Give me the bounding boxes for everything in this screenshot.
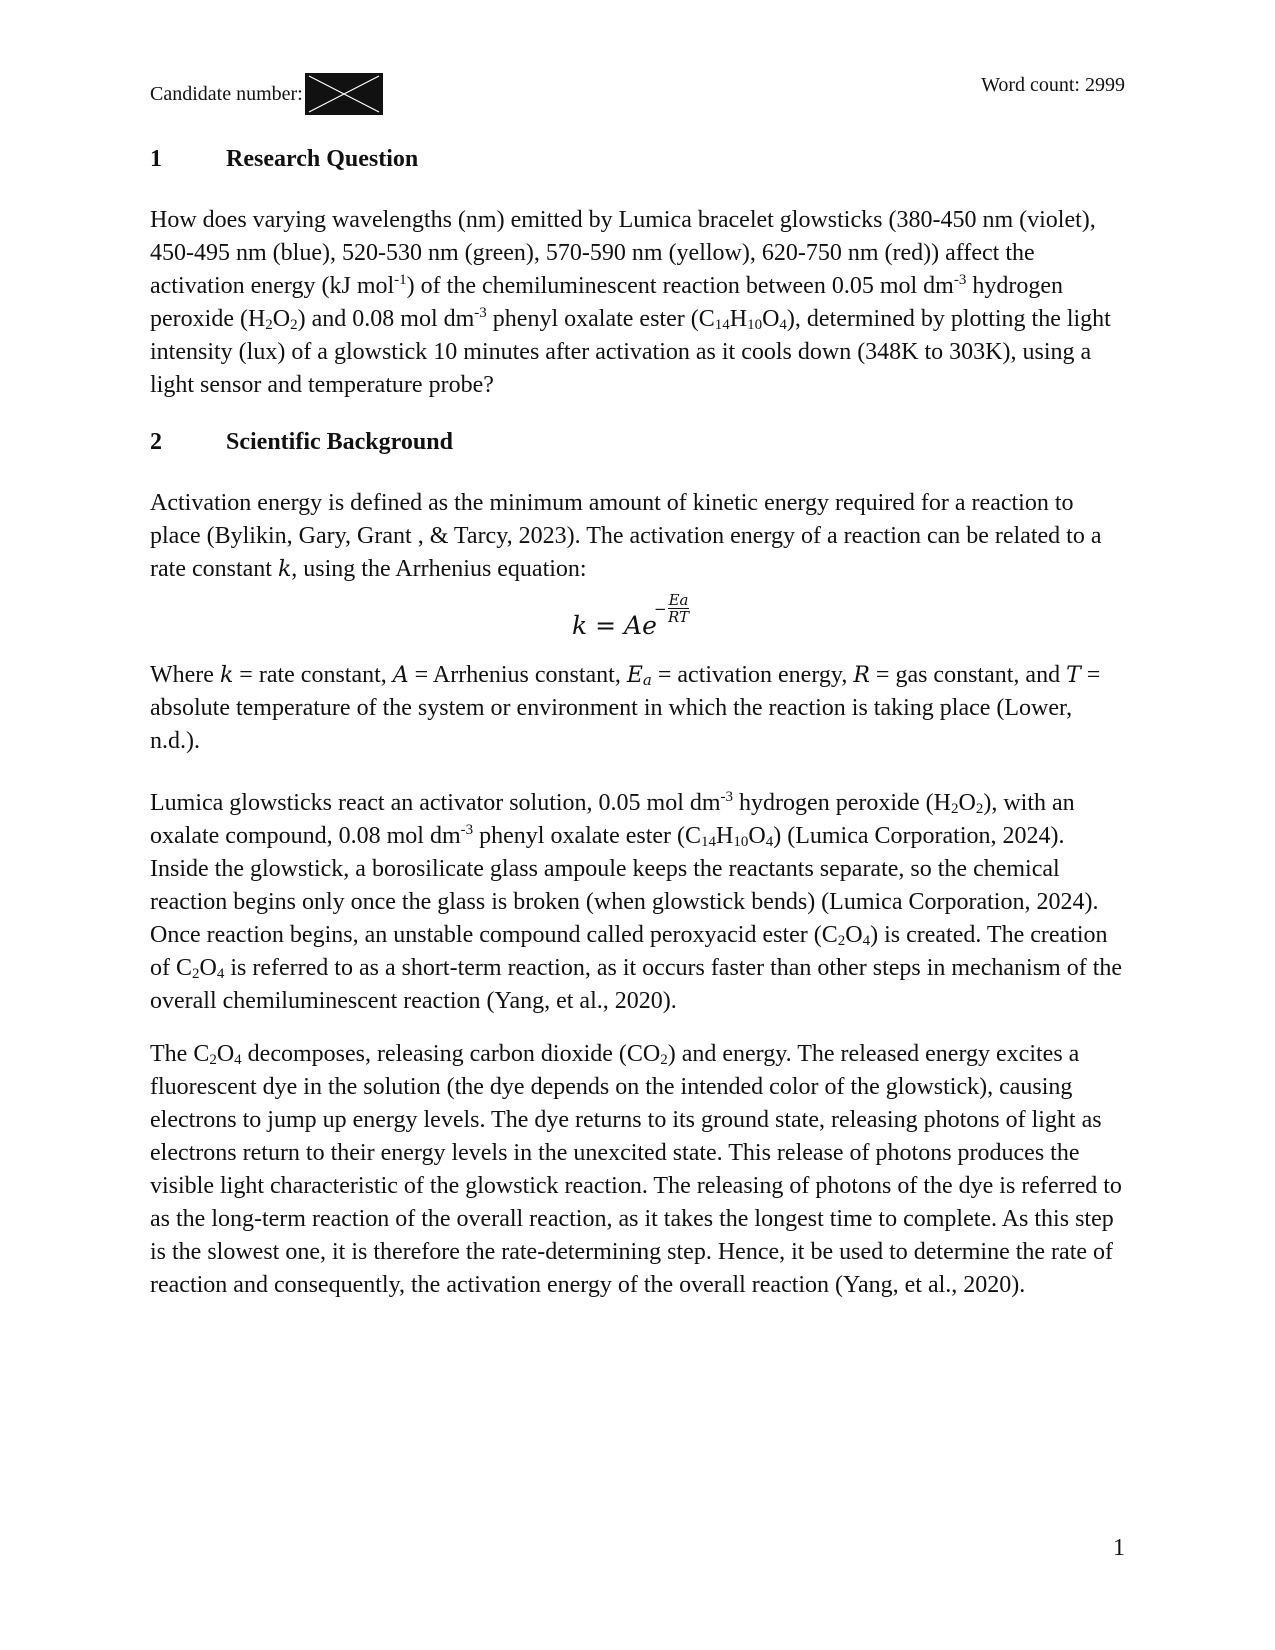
equation-exponent: − $\frac{Ea}{RT}$ — [654, 591, 690, 626]
candidate-label-text: Candidate number: — [150, 83, 303, 105]
arrhenius-equation: k = Ae − $\frac{Ea}{RT}$ — [572, 591, 690, 640]
redaction-box-icon — [305, 73, 383, 115]
research-question-paragraph: How does varying wavelengths (nm) emitted by Lumica bracelet glowsticks (380-450 nm (violet), 450-495 nm (blue), 520-530 nm (green), 570-590 nm (yellow), 620-750 nm (red)) affect the activation energy (kJ mol$^{-1}$) of the chemiluminescent reaction between 0.05 mol $dm^{-3}$ hydrogen peroxide $(H_2O_2)$ and 0.08 mol $dm^{-3}$ phenyl oxalate ester $(C_{14}H_{10}O_4)$, determined by plotting the light intensity (lux) of a glowstick 10 minutes after activation as it cools down (348K to 303K), using a light sensor and temperature probe? — [150, 207, 1111, 398]
section-number: 2 — [150, 429, 162, 455]
section-title: Scientific Background — [226, 429, 453, 455]
section-heading — [150, 428, 453, 456]
section-heading — [150, 145, 418, 173]
section-number: 1 — [150, 146, 162, 172]
word-count: Word count: 2999 — [981, 74, 1125, 96]
background-paragraph-4: The $C_2O_4$ decomposes, releasing carbon dioxide $(CO_2)$ and energy. The released energy excites a fluorescent dye in the solution (the dye depends on the intended color of the glowstick), causing electrons to jump up energy levels. The dye returns to its ground state, releasing photons of light as electrons return to their energy levels in the unexcited state. This release of photons produces the visible light characteristic of the glowstick reaction. The releasing of photons of the dye is referred to as the long-term reaction of the overall reaction, as it takes the longest time to complete. As this step is the slowest one, it is therefore the rate-determining step. Hence, it be used to determine the rate of reaction and consequently, the activation energy of the overall reaction (Yang, et al., 2020). — [150, 1041, 1122, 1298]
background-paragraph-2: Where k = rate constant, A = Arrhenius constant, $E_a$ = activation energy, R = gas constant, and T = absolute temperature of the system or environment in which the reaction is taking place (Lower, n.d.). — [150, 662, 1101, 754]
section-title: Research Question — [226, 146, 419, 172]
background-paragraph-3: Lumica glowsticks react an activator solution, 0.05 mol $dm^{-3}$ hydrogen peroxide $(H_2O_2)$, with an oxalate compound, 0.08 mol $dm^{-3}$ phenyl oxalate ester $(C_{14}H_{10}O_4)$ (Lumica Corporation, 2024). Inside the glowstick, a borosilicate glass ampoule keeps the reactants separate, so the chemical reaction begins only once the glass is broken (when glowstick bends) (Lumica Corporation, 2024). Once reaction begins, an unstable compound called peroxyacid ester $(C_2O_4)$ is created. The creation of $C_2O_4$ is referred to as a short-term reaction, as it occurs faster than other steps in mechanism of the overall chemiluminescent reaction (Yang, et al., 2020). — [150, 789, 1123, 1014]
candidate-number-label — [150, 73, 383, 115]
background-paragraph-1: Activation energy is defined as the minimum amount of kinetic energy required for a reaction to place (Bylikin, Gary, Grant , & Tarcy, 2023). The activation energy of a reaction can be related to a rate constant k, using the Arrhenius equation: — [150, 490, 1102, 582]
page-number: 1 — [1113, 1535, 1125, 1561]
